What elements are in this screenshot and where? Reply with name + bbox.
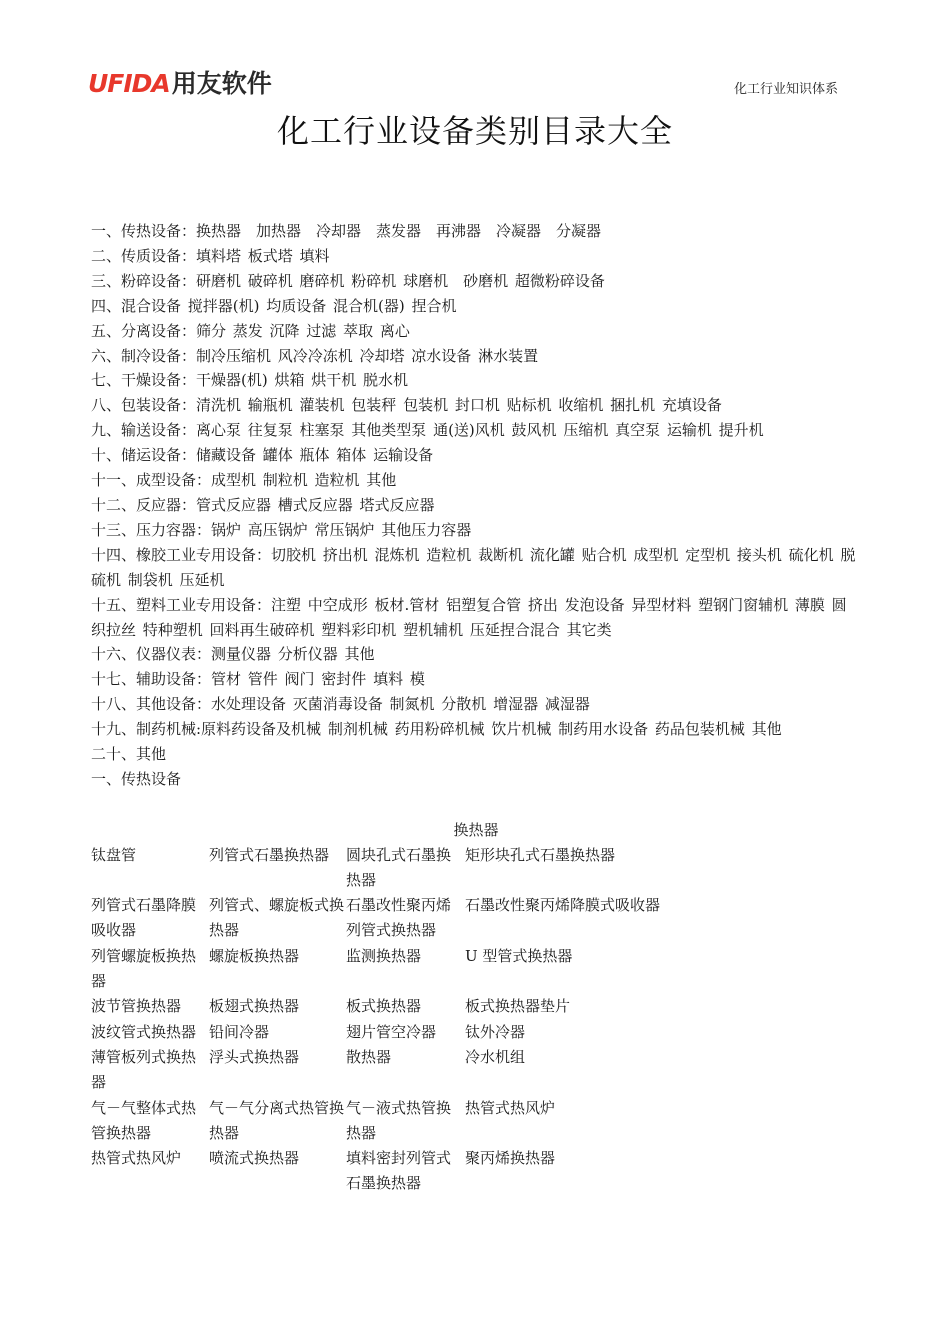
category-line: 一、传热设备：换热器 加热器 冷却器 蒸发器 再沸器 冷凝器 分凝器 [91, 222, 602, 240]
category-line: 十三、压力容器：锅炉 高压锅炉 常压锅炉 其他压力容器 [91, 520, 472, 539]
table-cell: 钛外冷器 [465, 1022, 526, 1041]
table-cell: 列管式石墨换热器 [209, 846, 330, 864]
table-cell: 薄管板列式换热器 [91, 1048, 197, 1092]
table-cell: 填料密封列管式石墨换热器 [346, 1149, 452, 1192]
category-line: 十六、仪器仪表：测量仪器 分析仪器 其他 [91, 645, 375, 664]
heat-exchanger-table [91, 843, 701, 1196]
table-row [91, 893, 701, 943]
logo-latin: UFIDA [88, 69, 170, 98]
category-line: 十九、制药机械:原料药设备及机械 制剂机械 药用粉碎机械 饮片机械 制药用水设备 药品包装机械 其他 [91, 720, 782, 739]
table-cell: 波节管换热器 [91, 997, 182, 1016]
table-row [91, 1096, 701, 1146]
section-heading: 一、传热设备 [91, 769, 182, 788]
category-line: 十二、反应器：管式反应器 槽式反应器 塔式反应器 [91, 495, 435, 514]
table-cell: 矩形块孔式石墨换热器 [465, 846, 616, 864]
table-caption: 换热器 [453, 821, 499, 839]
page-title: 化工行业设备类别目录大全 [276, 112, 673, 150]
table-cell: 热管式热风炉 [465, 1098, 556, 1117]
table-cell: 气－液式热管换热器 [346, 1098, 452, 1142]
ufida-logo [88, 64, 272, 100]
table-cell: 喷流式换热器 [209, 1149, 300, 1168]
table-cell: 监测换热器 [346, 946, 422, 965]
table-cell: U 型管式换热器 [465, 946, 573, 965]
table-cell: 冷水机组 [465, 1048, 526, 1067]
table-cell: 浮头式换热器 [209, 1048, 300, 1067]
table-cell: 圆块孔式石墨换热器 [346, 846, 452, 889]
table-cell: 列管式石墨降膜吸收器 [91, 896, 197, 940]
logo-cjk: 用友软件 [171, 69, 272, 98]
table-cell: 螺旋板换热器 [209, 946, 300, 965]
category-line: 十四、橡胶工业专用设备：切胶机 挤出机 混炼机 造粒机 裁断机 流化罐 贴合机 成型机 定型机 接头机 硫化机 脱硫机 制袋机 压延机 [91, 545, 856, 589]
category-line: 十、储运设备：储藏设备 罐体 瓶体 箱体 运输设备 [91, 446, 434, 465]
category-line: 八、包装设备：清洗机 输瓶机 灌装机 包装秤 包装机 封口机 贴标机 收缩机 捆扎机 充填设备 [91, 396, 722, 415]
table-cell: 散热器 [346, 1048, 392, 1067]
category-line: 二、传质设备：填料塔 板式塔 填料 [91, 246, 330, 265]
category-line: 九、输送设备：离心泵 往复泵 柱塞泵 其他类型泵 通(送)风机 鼓风机 压缩机 真空泵 运输机 提升机 [91, 421, 764, 440]
category-line: 十五、塑料工业专用设备：注塑 中空成形 板材.管材 铝塑复合管 挤出 发泡设备 异型材料 塑钢门窗辅机 薄膜 圆织拉丝 特种塑机 回料再生破碎机 塑料彩印机 塑机辅机 压延捏合混合 其它类 [91, 595, 847, 639]
category-line: 五、分离设备：筛分 蒸发 沉降 过滤 萃取 离心 [91, 321, 410, 340]
category-line: 十一、成型设备：成型机 制粒机 造粒机 其他 [91, 471, 397, 490]
table-row [91, 994, 701, 1020]
table-row [91, 1020, 701, 1046]
table-cell: 板式换热器 [346, 997, 422, 1016]
table-cell: 列管螺旋板换热器 [91, 946, 197, 990]
table-cell: 板翅式换热器 [209, 997, 300, 1016]
table-cell: 铅间冷器 [209, 1022, 270, 1041]
category-line: 二十、其他 [91, 745, 167, 764]
category-line: 六、制冷设备：制冷压缩机 风冷冷冻机 冷却塔 凉水设备 淋水装置 [91, 346, 539, 365]
table-cell: 波纹管式换热器 [91, 1022, 197, 1041]
category-line: 十八、其他设备：水处理设备 灭菌消毒设备 制氮机 分散机 增湿器 减湿器 [91, 695, 590, 714]
table-cell: 热管式热风炉 [91, 1149, 182, 1168]
category-line: 四、混合设备 搅拌器(机) 均质设备 混合机(器) 捏合机 [91, 296, 457, 315]
table-cell: 板式换热器垫片 [465, 997, 571, 1016]
table-cell: 钛盘管 [91, 846, 137, 864]
category-list [91, 219, 861, 792]
table-row [91, 944, 701, 994]
table-row [91, 1146, 701, 1196]
table-cell: 气－气分离式热管换热器 [209, 1098, 345, 1142]
category-line: 三、粉碎设备：研磨机 破碎机 磨碎机 粉碎机 球磨机 砂磨机 超微粉碎设备 [91, 271, 605, 290]
table-cell: 聚丙烯换热器 [465, 1149, 556, 1168]
table-row [91, 1045, 701, 1095]
table-cell: 列管式、螺旋板式换热器 [209, 896, 345, 940]
category-line: 十七、辅助设备：管材 管件 阀门 密封件 填料 模 [91, 670, 425, 689]
table-cell: 气－气整体式热管换热器 [91, 1098, 197, 1142]
header-series-label: 化工行业知识体系 [733, 82, 838, 97]
table-cell: 石墨改性聚丙烯降膜式吸收器 [465, 896, 661, 915]
table-cell: 翅片管空冷器 [346, 1022, 437, 1041]
table-cell: 石墨改性聚丙烯列管式换热器 [346, 896, 452, 940]
table-row [91, 843, 701, 893]
category-line: 七、干燥设备：干燥器(机) 烘箱 烘干机 脱水机 [91, 371, 409, 390]
